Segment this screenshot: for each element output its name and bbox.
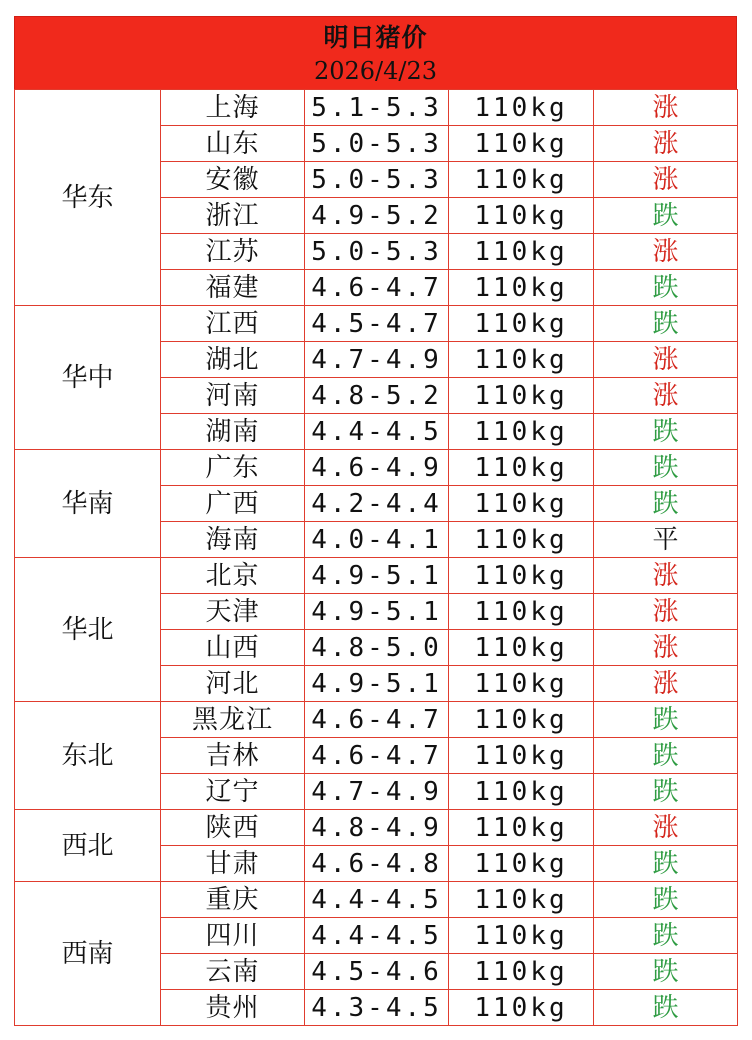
weight-cell: 110kg [449,306,594,342]
weight-cell: 110kg [449,414,594,450]
weight-cell: 110kg [449,810,594,846]
trend-cell: 平 [594,522,738,558]
region-cell: 西南 [15,882,161,1026]
price-range-cell: 4.3-4.5 [305,990,449,1026]
weight-cell: 110kg [449,954,594,990]
price-range-cell: 4.4-4.5 [305,414,449,450]
trend-cell: 涨 [594,378,738,414]
weight-cell: 110kg [449,630,594,666]
province-cell: 河南 [161,378,305,414]
price-table [14,89,738,1026]
province-cell: 安徽 [161,162,305,198]
trend-cell: 跌 [594,882,738,918]
province-cell: 海南 [161,522,305,558]
trend-cell: 跌 [594,954,738,990]
weight-cell: 110kg [449,378,594,414]
trend-cell: 涨 [594,630,738,666]
trend-cell: 涨 [594,90,738,126]
price-range-cell: 4.6-4.7 [305,270,449,306]
weight-cell: 110kg [449,846,594,882]
price-range-cell: 5.0-5.3 [305,162,449,198]
price-table-body [15,90,738,1026]
trend-cell: 跌 [594,486,738,522]
weight-cell: 110kg [449,990,594,1026]
trend-cell: 涨 [594,558,738,594]
price-range-cell: 5.1-5.3 [305,90,449,126]
trend-cell: 跌 [594,306,738,342]
trend-cell: 涨 [594,342,738,378]
weight-cell: 110kg [449,342,594,378]
table-row [15,882,738,918]
trend-cell: 跌 [594,738,738,774]
province-cell: 贵州 [161,990,305,1026]
price-range-cell: 4.5-4.7 [305,306,449,342]
province-cell: 广西 [161,486,305,522]
province-cell: 湖北 [161,342,305,378]
price-range-cell: 4.5-4.6 [305,954,449,990]
province-cell: 浙江 [161,198,305,234]
province-cell: 山东 [161,126,305,162]
price-range-cell: 4.4-4.5 [305,918,449,954]
weight-cell: 110kg [449,882,594,918]
province-cell: 广东 [161,450,305,486]
table-row [15,558,738,594]
weight-cell: 110kg [449,522,594,558]
trend-cell: 跌 [594,990,738,1026]
weight-cell: 110kg [449,450,594,486]
weight-cell: 110kg [449,198,594,234]
region-cell: 华南 [15,450,161,558]
province-cell: 辽宁 [161,774,305,810]
trend-cell: 跌 [594,198,738,234]
region-cell: 华北 [15,558,161,702]
weight-cell: 110kg [449,162,594,198]
price-range-cell: 4.9-5.1 [305,666,449,702]
trend-cell: 涨 [594,162,738,198]
weight-cell: 110kg [449,594,594,630]
weight-cell: 110kg [449,918,594,954]
province-cell: 云南 [161,954,305,990]
province-cell: 福建 [161,270,305,306]
trend-cell: 跌 [594,846,738,882]
price-range-cell: 4.9-5.2 [305,198,449,234]
title-banner [14,16,737,90]
price-range-cell: 4.6-4.7 [305,702,449,738]
price-sheet [14,16,737,1024]
province-cell: 江西 [161,306,305,342]
region-cell: 西北 [15,810,161,882]
price-range-cell: 4.2-4.4 [305,486,449,522]
province-cell: 湖南 [161,414,305,450]
province-cell: 河北 [161,666,305,702]
price-range-cell: 4.4-4.5 [305,882,449,918]
page-date: 2026/4/23 [313,57,438,85]
province-cell: 山西 [161,630,305,666]
trend-cell: 涨 [594,126,738,162]
trend-cell: 跌 [594,450,738,486]
price-range-cell: 5.0-5.3 [305,234,449,270]
weight-cell: 110kg [449,702,594,738]
province-cell: 陕西 [161,810,305,846]
table-row [15,702,738,738]
weight-cell: 110kg [449,774,594,810]
province-cell: 北京 [161,558,305,594]
price-range-cell: 4.9-5.1 [305,558,449,594]
price-range-cell: 4.8-5.0 [305,630,449,666]
trend-cell: 跌 [594,702,738,738]
weight-cell: 110kg [449,666,594,702]
table-row [15,90,738,126]
weight-cell: 110kg [449,558,594,594]
trend-cell: 涨 [594,666,738,702]
trend-cell: 跌 [594,270,738,306]
price-range-cell: 4.7-4.9 [305,774,449,810]
price-range-cell: 4.0-4.1 [305,522,449,558]
province-cell: 吉林 [161,738,305,774]
region-cell: 华东 [15,90,161,306]
price-range-cell: 4.6-4.9 [305,450,449,486]
price-range-cell: 5.0-5.3 [305,126,449,162]
page-title: 明日猪价 [323,23,428,52]
weight-cell: 110kg [449,738,594,774]
trend-cell: 涨 [594,234,738,270]
trend-cell: 跌 [594,774,738,810]
region-cell: 东北 [15,702,161,810]
province-cell: 黑龙江 [161,702,305,738]
price-range-cell: 4.7-4.9 [305,342,449,378]
trend-cell: 涨 [594,594,738,630]
price-range-cell: 4.8-4.9 [305,810,449,846]
province-cell: 重庆 [161,882,305,918]
trend-cell: 跌 [594,918,738,954]
table-row [15,450,738,486]
price-range-cell: 4.6-4.8 [305,846,449,882]
trend-cell: 涨 [594,810,738,846]
trend-cell: 跌 [594,414,738,450]
province-cell: 江苏 [161,234,305,270]
province-cell: 上海 [161,90,305,126]
weight-cell: 110kg [449,486,594,522]
price-range-cell: 4.8-5.2 [305,378,449,414]
price-range-cell: 4.6-4.7 [305,738,449,774]
price-range-cell: 4.9-5.1 [305,594,449,630]
weight-cell: 110kg [449,90,594,126]
province-cell: 甘肃 [161,846,305,882]
weight-cell: 110kg [449,234,594,270]
region-cell: 华中 [15,306,161,450]
province-cell: 四川 [161,918,305,954]
province-cell: 天津 [161,594,305,630]
weight-cell: 110kg [449,126,594,162]
table-row [15,306,738,342]
table-row [15,810,738,846]
weight-cell: 110kg [449,270,594,306]
